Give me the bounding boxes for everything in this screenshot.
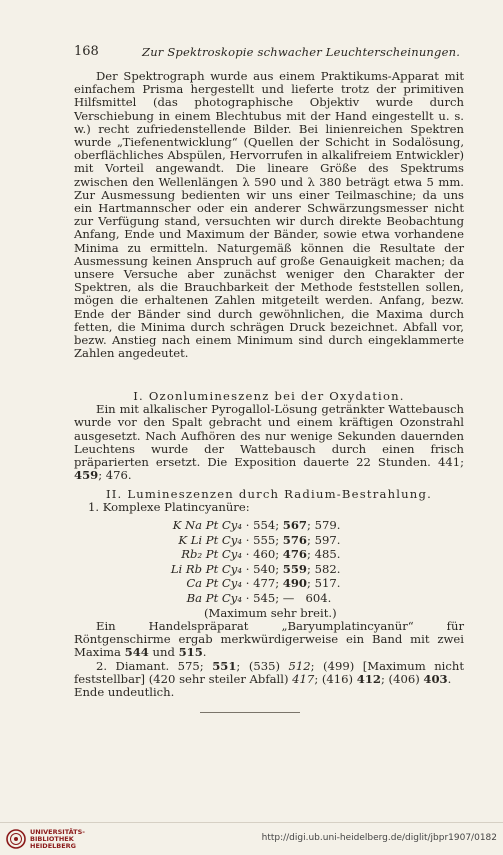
running-title: Zur Spektroskopie schwacher Leuchterscheinungen.	[142, 45, 461, 59]
section-ozon	[74, 390, 464, 482]
digitization-footer	[0, 822, 503, 855]
section-ozon-text: Ein mit alkalischer Pyrogallol-Lösung getränkter Wattebausch wurde vor den Spalt gebracht und einem kräftigen Ozonstrahl ausgesetzt. Nach Aufhören des nur wenige Sekunden dauernden Leuchtens wurde der Wattebausch durch einen frisch präparierten ersetzt. Die Exposition dauerte 22 Stunden. 441; 459; 476.	[74, 402, 464, 483]
section-title-radium: II. Lumineszenzen durch Radium-Bestrahlung.	[106, 487, 432, 501]
table-row: K Li Pt Cy₄ · 555; 576; 597.	[178, 532, 341, 547]
table-row: Ca Pt Cy₄ · 477; 490; 517.	[186, 576, 341, 591]
ende-line: Ende undeutlich.	[74, 685, 175, 700]
table-row: K Na Pt Cy₄ · 554; 567; 579.	[172, 518, 341, 532]
platincyanuer-table	[170, 518, 340, 620]
table-row: Ba Pt Cy₄ · 545; — 604.	[186, 590, 332, 605]
intro-paragraph-block	[74, 70, 464, 360]
table-row: Li Rb Pt Cy₄ · 540; 559; 582.	[170, 561, 341, 576]
permalink-link[interactable]: http://digi.ub.uni-heidelberg.de/diglit/jbpr1907/0182	[261, 833, 497, 843]
maximum-value: 459	[74, 468, 99, 483]
intro-paragraph: Der Spektrograph wurde aus einem Praktikums-Apparat mit einfachem Prisma hergestellt und lieferte trotz der primitiven Hilfsmittel (das photographische Objektiv wurde durch Verschiebung in einem Blechtubus mit der Hand eingestellt u. s. w.) recht zufriedenstellende Bilder. Bei linienreichen Spektren wurde „Tiefenentwicklung“ (Quellen der Schicht in Sodalösung, oberflächliches Abspülen, Hervorrufen in alkalifreiem Entwickler) mit Vorteil angewandt. Die lineare Größe des Spektrums zwischen den Wellenlängen λ 590 und λ 380 beträgt etwa 5 mm. Zur Ausmessung bedienten wir uns einer Teilmaschine; da uns ein Hartmannscher oder ein anderer Schwärzungsmesser nicht zur Verfügung stand, versuchten wir durch direkte Beobachtung Anfang, Ende und Maximum der Bänder, sowie etwa vorhandene Minima zu ermitteln. Naturgemäß können die Resultate der Ausmessung keinen Anspruch auf große Genauigkeit machen; da unsere Versuche aber zunächst weniger den Charakter der Spektren, als die Brauchbarkeit der Methode feststellen sollen, mögen die erhaltenen Zahlen mitgeteilt werden. Anfang, bezw. Ende der Bänder sind durch gewöhnlichen, die Maxima durch fetten, die Minima durch schrägen Druck bezeichnet. Abfall vor, bezw. Anstieg nach einem Minimum sind durch eingeklammerte Zahlen angedeutet.	[74, 69, 464, 361]
page-number: 168	[74, 44, 99, 59]
page-header	[74, 44, 463, 60]
university-seal-icon	[6, 829, 26, 849]
table-note: (Maximum sehr breit.)	[204, 605, 337, 620]
section-title-ozon: I. Ozonlumineszenz bei der Oxydation.	[133, 389, 405, 403]
handelspraeparat-paragraph: Ein Handelspräparat „Baryumplatincyanür“ für Röntgenschirme ergab merkwürdigerweise ein Band mit zwei Maxima 544 und 515.	[74, 619, 464, 660]
section-radium-body	[74, 620, 464, 699]
library-logo-text: UNIVERSITÄTS- BIBLIOTHEK HEIDELBERG	[30, 828, 85, 850]
section-radium-head	[74, 488, 464, 514]
divider	[200, 712, 300, 713]
list-item-platincyanuere: 1. Komplexe Platincyanüre:	[88, 500, 250, 515]
diamant-paragraph: 2. Diamant. 575; 551; (535) 512; (499) [Maximum nicht feststellbar] (420 sehr steiler Abfall) 417; (416) 412; (406) 403.	[74, 658, 464, 686]
table-row: Rb₂ Pt Cy₄ · 460; 476; 485.	[181, 547, 341, 562]
